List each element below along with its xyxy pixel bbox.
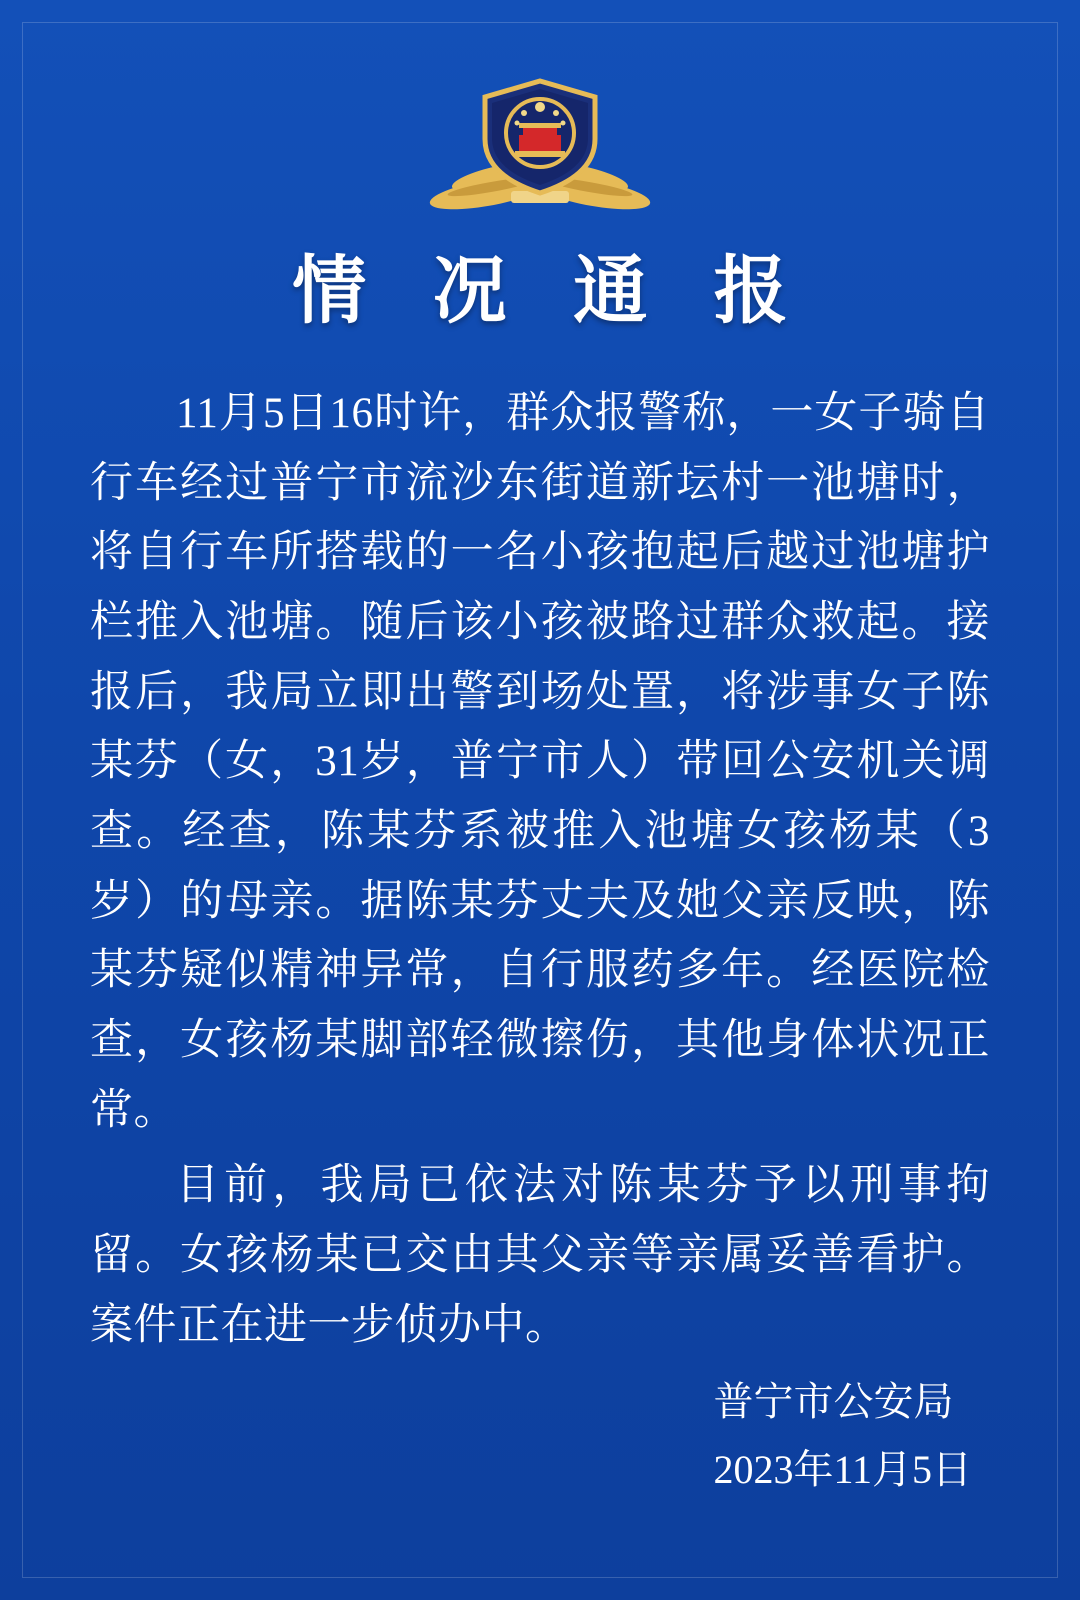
china-police-emblem-icon [425, 73, 655, 218]
notice-paragraph-1: 11月5日16时许，群众报警称，一女子骑自行车经过普宁市流沙东街道新坛村一池塘时，将自行车所搭载的一名小孩抱起后越过池塘护栏推入池塘。随后该小孩被路过群众救起。接报后，我局立即出警到场处置，将涉事女子陈某芬（女，31岁，普宁市人）带回公安机关调查。经查，陈某芬系被推入池塘女孩杨某（3岁）的母亲。据陈某芬丈夫及她父亲反映，陈某芬疑似精神异常，自行服药多年。经医院检查，女孩杨某脚部轻微擦伤，其他身体状况正常。 [90, 390, 990, 1134]
issue-date: 2023年11月5日 [713, 1447, 972, 1492]
notice-paragraph-2: 目前，我局已依法对陈某芬予以刑事拘留。女孩杨某已交由其父亲等亲属妥善看护。案件正在进一步侦办中。 [90, 1162, 990, 1349]
page-title: 情 况 通 报 [292, 251, 812, 333]
emblem-container [420, 70, 660, 220]
issuing-organization: 普宁市公安局 [713, 1379, 954, 1424]
signature-block [713, 1368, 972, 1504]
notice-body [90, 379, 990, 1366]
